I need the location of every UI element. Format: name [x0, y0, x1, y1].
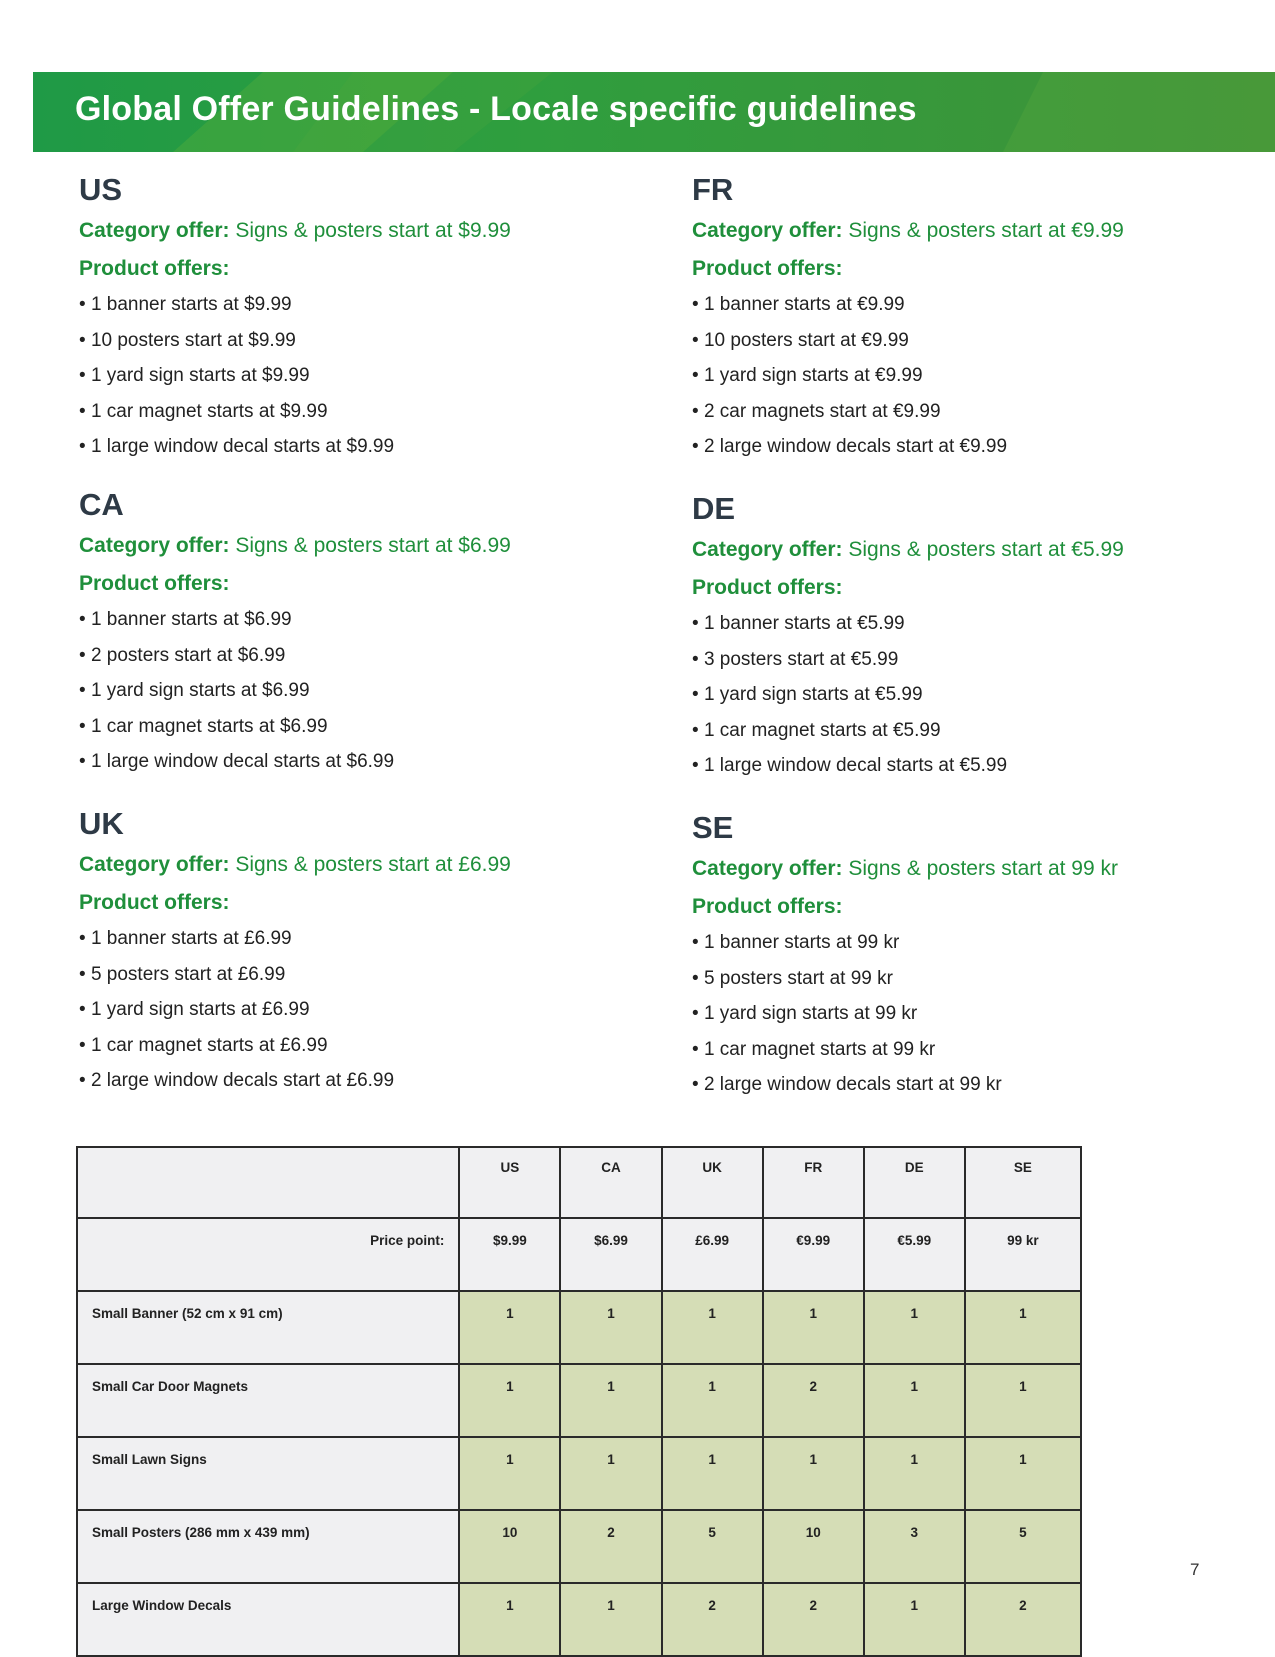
category-offer: Category offer: Signs & posters start at €9.99: [692, 219, 1124, 242]
list-item: • 1 banner starts at £6.99: [79, 921, 639, 957]
table-corner-cell: [77, 1147, 459, 1218]
row-label: Small Lawn Signs: [77, 1437, 459, 1510]
offer-comparison-table: [76, 1146, 1082, 1657]
table-cell: 1: [965, 1291, 1081, 1364]
table-cell: 2: [965, 1583, 1081, 1656]
table-cell: 1: [662, 1437, 763, 1510]
locale-title: UK: [79, 806, 124, 841]
list-item: • 1 large window decal starts at $9.99: [79, 429, 639, 465]
table-cell: 1: [965, 1437, 1081, 1510]
row-label: Large Window Decals: [77, 1583, 459, 1656]
list-item: • 5 posters start at 99 kr: [692, 961, 1252, 997]
table-cell: 1: [965, 1364, 1081, 1437]
table-cell: 1: [864, 1437, 965, 1510]
list-item: • 1 banner starts at $9.99: [79, 287, 639, 323]
page-title: Global Offer Guidelines - Locale specific guidelines: [75, 90, 917, 128]
product-offers-label: Product offers:: [692, 576, 843, 599]
list-item: • 10 posters start at €9.99: [692, 323, 1252, 359]
list-item: • 1 banner starts at €9.99: [692, 287, 1252, 323]
table-cell: 5: [965, 1510, 1081, 1583]
list-item: • 1 large window decal starts at $6.99: [79, 744, 639, 780]
locale-section-ca: [79, 487, 639, 780]
product-offers-label: Product offers:: [79, 257, 230, 280]
table-column-header: UK: [662, 1147, 763, 1218]
table-cell: 99 kr: [965, 1218, 1081, 1291]
table-row: [77, 1364, 1081, 1437]
list-item: • 1 yard sign starts at £6.99: [79, 992, 639, 1028]
table-cell: 1: [560, 1437, 661, 1510]
table-cell: 1: [459, 1364, 560, 1437]
locale-section-se: [692, 810, 1252, 1103]
locale-section-us: [79, 172, 639, 465]
list-item: • 1 yard sign starts at $6.99: [79, 673, 639, 709]
locale-title: DE: [692, 491, 736, 526]
table-cell: 10: [763, 1510, 864, 1583]
page-number: 7: [1190, 1560, 1200, 1579]
table-cell: £6.99: [662, 1218, 763, 1291]
list-item: • 1 banner starts at €5.99: [692, 606, 1252, 642]
table-column-header: US: [459, 1147, 560, 1218]
table-row: [77, 1510, 1081, 1583]
list-item: • 1 yard sign starts at 99 kr: [692, 996, 1252, 1032]
list-item: • 1 yard sign starts at €5.99: [692, 677, 1252, 713]
list-item: • 10 posters start at $9.99: [79, 323, 639, 359]
category-offer: Category offer: Signs & posters start at 99 kr: [692, 857, 1118, 880]
locale-title: CA: [79, 487, 124, 522]
table-cell: 1: [459, 1291, 560, 1364]
table-row: [77, 1583, 1081, 1656]
locale-section-de: [692, 491, 1252, 784]
header-banner: [33, 72, 1275, 152]
product-offers-label: Product offers:: [692, 895, 843, 918]
table-cell: 1: [459, 1583, 560, 1656]
list-item: • 1 yard sign starts at €9.99: [692, 358, 1252, 394]
list-item: • 1 car magnet starts at $6.99: [79, 709, 639, 745]
row-label: Small Posters (286 mm x 439 mm): [77, 1510, 459, 1583]
list-item: • 1 large window decal starts at €5.99: [692, 748, 1252, 784]
table-cell: 1: [864, 1364, 965, 1437]
price-point-row: [77, 1218, 1081, 1291]
list-item: • 3 posters start at €5.99: [692, 642, 1252, 678]
table-cell: 1: [662, 1291, 763, 1364]
table-cell: 1: [560, 1364, 661, 1437]
locale-section-fr: [692, 172, 1252, 465]
table-cell: 2: [560, 1510, 661, 1583]
list-item: • 2 large window decals start at €9.99: [692, 429, 1252, 465]
table-row: [77, 1291, 1081, 1364]
product-offers-list: [692, 606, 1252, 784]
table-cell: 1: [459, 1437, 560, 1510]
list-item: • 1 car magnet starts at 99 kr: [692, 1032, 1252, 1068]
table-cell: 1: [560, 1583, 661, 1656]
locale-section-uk: [79, 806, 639, 1099]
table-column-header: FR: [763, 1147, 864, 1218]
list-item: • 1 car magnet starts at $9.99: [79, 394, 639, 430]
product-offers-label: Product offers:: [692, 257, 843, 280]
list-item: • 1 car magnet starts at €5.99: [692, 713, 1252, 749]
list-item: • 1 yard sign starts at $9.99: [79, 358, 639, 394]
table-cell: 1: [662, 1364, 763, 1437]
list-item: • 1 banner starts at $6.99: [79, 602, 639, 638]
list-item: • 1 car magnet starts at £6.99: [79, 1028, 639, 1064]
price-point-label: Price point:: [77, 1218, 459, 1291]
table-cell: 1: [560, 1291, 661, 1364]
table-cell: 1: [763, 1291, 864, 1364]
category-offer: Category offer: Signs & posters start at £6.99: [79, 853, 511, 876]
table-cell: 2: [662, 1583, 763, 1656]
row-label: Small Car Door Magnets: [77, 1364, 459, 1437]
table-cell: 1: [763, 1437, 864, 1510]
product-offers-list: [692, 287, 1252, 465]
table-cell: €5.99: [864, 1218, 965, 1291]
locale-title: US: [79, 172, 123, 207]
category-offer: Category offer: Signs & posters start at $6.99: [79, 534, 511, 557]
table-cell: 3: [864, 1510, 965, 1583]
list-item: • 2 posters start at $6.99: [79, 638, 639, 674]
list-item: • 5 posters start at £6.99: [79, 957, 639, 993]
product-offers-label: Product offers:: [79, 891, 230, 914]
list-item: • 2 car magnets start at €9.99: [692, 394, 1252, 430]
table-cell: 2: [763, 1583, 864, 1656]
list-item: • 1 banner starts at 99 kr: [692, 925, 1252, 961]
product-offers-list: [79, 921, 639, 1099]
table-column-header: CA: [560, 1147, 661, 1218]
table-header-row: [77, 1147, 1081, 1218]
list-item: • 2 large window decals start at £6.99: [79, 1063, 639, 1099]
table-cell: 5: [662, 1510, 763, 1583]
table-cell: 2: [763, 1364, 864, 1437]
product-offers-list: [692, 925, 1252, 1103]
locale-title: FR: [692, 172, 734, 207]
locale-title: SE: [692, 810, 734, 845]
table-cell: $9.99: [459, 1218, 560, 1291]
table-cell: 1: [864, 1583, 965, 1656]
product-offers-label: Product offers:: [79, 572, 230, 595]
table-cell: €9.99: [763, 1218, 864, 1291]
table-cell: $6.99: [560, 1218, 661, 1291]
category-offer: Category offer: Signs & posters start at $9.99: [79, 219, 511, 242]
product-offers-list: [79, 287, 639, 465]
list-item: • 2 large window decals start at 99 kr: [692, 1067, 1252, 1103]
table-column-header: DE: [864, 1147, 965, 1218]
table-row: [77, 1437, 1081, 1510]
table-cell: 1: [864, 1291, 965, 1364]
row-label: Small Banner (52 cm x 91 cm): [77, 1291, 459, 1364]
table-column-header: SE: [965, 1147, 1081, 1218]
table-cell: 10: [459, 1510, 560, 1583]
product-offers-list: [79, 602, 639, 780]
category-offer: Category offer: Signs & posters start at €5.99: [692, 538, 1124, 561]
